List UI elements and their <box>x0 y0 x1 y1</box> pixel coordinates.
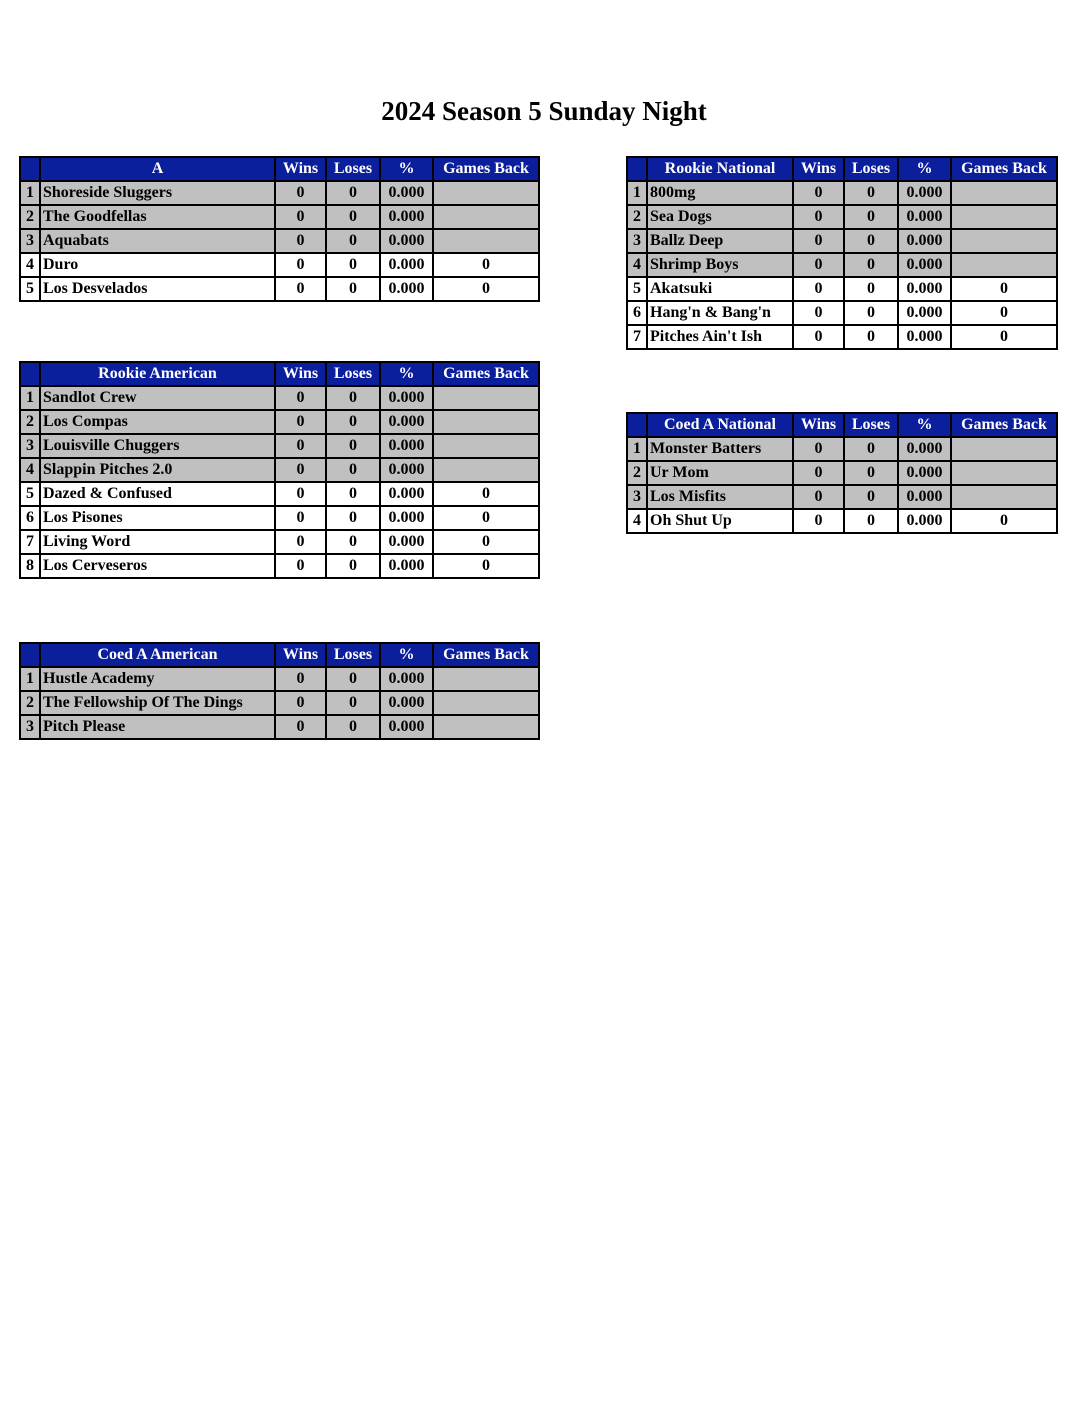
rank-cell: 5 <box>20 277 40 301</box>
wins-cell: 0 <box>793 509 844 533</box>
games-back-cell: 0 <box>433 506 539 530</box>
games-back-header: Games Back <box>433 643 539 667</box>
standings-table-coed-a-american <box>19 642 540 740</box>
wins-cell: 0 <box>275 506 326 530</box>
rank-cell: 1 <box>627 181 647 205</box>
division-header: Rookie National <box>647 157 793 181</box>
loses-cell: 0 <box>326 554 380 578</box>
wins-cell: 0 <box>275 386 326 410</box>
pct-cell: 0.000 <box>380 277 433 301</box>
wins-header: Wins <box>275 643 326 667</box>
rank-cell: 6 <box>627 301 647 325</box>
team-name: Hang'n & Bang'n <box>647 301 793 325</box>
wins-cell: 0 <box>275 691 326 715</box>
games-back-cell: 0 <box>951 325 1057 349</box>
pct-cell: 0.000 <box>898 205 951 229</box>
wins-cell: 0 <box>793 485 844 509</box>
loses-cell: 0 <box>844 301 898 325</box>
games-back-cell: 0 <box>433 277 539 301</box>
table-row <box>20 205 539 229</box>
games-back-cell: 0 <box>433 482 539 506</box>
team-name: Shoreside Sluggers <box>40 181 275 205</box>
team-name: Monster Batters <box>647 437 793 461</box>
games-back-cell: 0 <box>951 509 1057 533</box>
wins-cell: 0 <box>275 482 326 506</box>
games-back-cell <box>951 485 1057 509</box>
rank-cell: 3 <box>627 229 647 253</box>
team-name: Living Word <box>40 530 275 554</box>
division-header: Coed A National <box>647 413 793 437</box>
pct-cell: 0.000 <box>380 482 433 506</box>
loses-header: Loses <box>326 643 380 667</box>
rank-cell: 4 <box>627 253 647 277</box>
pct-cell: 0.000 <box>898 437 951 461</box>
table-row <box>627 229 1057 253</box>
table-row <box>20 506 539 530</box>
rank-cell: 7 <box>627 325 647 349</box>
loses-cell: 0 <box>844 181 898 205</box>
rank-header <box>20 643 40 667</box>
rank-cell: 3 <box>20 229 40 253</box>
rank-cell: 2 <box>627 461 647 485</box>
table-row <box>20 530 539 554</box>
wins-cell: 0 <box>793 301 844 325</box>
division-header: Rookie American <box>40 362 275 386</box>
pct-cell: 0.000 <box>380 715 433 739</box>
rank-header <box>627 413 647 437</box>
page-title: 2024 Season 5 Sunday Night <box>381 96 707 126</box>
loses-cell: 0 <box>326 253 380 277</box>
wins-cell: 0 <box>793 229 844 253</box>
games-back-cell <box>433 181 539 205</box>
team-name: Duro <box>40 253 275 277</box>
games-back-cell: 0 <box>951 301 1057 325</box>
loses-cell: 0 <box>844 205 898 229</box>
team-name: Los Misfits <box>647 485 793 509</box>
team-name: Aquabats <box>40 229 275 253</box>
pct-cell: 0.000 <box>898 277 951 301</box>
games-back-cell: 0 <box>951 277 1057 301</box>
table-row <box>20 482 539 506</box>
table-row <box>627 205 1057 229</box>
pct-cell: 0.000 <box>380 458 433 482</box>
wins-cell: 0 <box>793 205 844 229</box>
loses-cell: 0 <box>326 229 380 253</box>
table-row <box>20 715 539 739</box>
table-header-row <box>20 643 539 667</box>
games-back-cell: 0 <box>433 253 539 277</box>
wins-cell: 0 <box>275 410 326 434</box>
games-back-header: Games Back <box>951 413 1057 437</box>
pct-cell: 0.000 <box>898 509 951 533</box>
pct-header: % <box>380 362 433 386</box>
team-name: Akatsuki <box>647 277 793 301</box>
pct-cell: 0.000 <box>898 325 951 349</box>
pct-cell: 0.000 <box>898 181 951 205</box>
wins-header: Wins <box>275 157 326 181</box>
team-name: Hustle Academy <box>40 667 275 691</box>
wins-cell: 0 <box>275 253 326 277</box>
pct-cell: 0.000 <box>380 554 433 578</box>
rank-cell: 1 <box>627 437 647 461</box>
table-row <box>627 485 1057 509</box>
rank-cell: 7 <box>20 530 40 554</box>
team-name: Louisville Chuggers <box>40 434 275 458</box>
pct-cell: 0.000 <box>898 253 951 277</box>
pct-cell: 0.000 <box>380 205 433 229</box>
wins-cell: 0 <box>275 715 326 739</box>
wins-header: Wins <box>793 413 844 437</box>
rank-cell: 3 <box>627 485 647 509</box>
pct-cell: 0.000 <box>380 691 433 715</box>
wins-cell: 0 <box>275 229 326 253</box>
games-back-header: Games Back <box>951 157 1057 181</box>
team-name: The Goodfellas <box>40 205 275 229</box>
table-row <box>20 253 539 277</box>
games-back-cell <box>433 667 539 691</box>
loses-header: Loses <box>844 413 898 437</box>
table-row <box>627 509 1057 533</box>
wins-header: Wins <box>793 157 844 181</box>
games-back-cell: 0 <box>433 530 539 554</box>
rank-cell: 8 <box>20 554 40 578</box>
pct-cell: 0.000 <box>380 506 433 530</box>
rank-cell: 4 <box>20 458 40 482</box>
pct-cell: 0.000 <box>380 667 433 691</box>
table-row <box>20 667 539 691</box>
team-name: Ballz Deep <box>647 229 793 253</box>
team-name: Sea Dogs <box>647 205 793 229</box>
standings-table-rookie-national <box>626 156 1058 350</box>
games-back-cell <box>433 205 539 229</box>
table-header-row <box>627 413 1057 437</box>
loses-cell: 0 <box>326 181 380 205</box>
pct-cell: 0.000 <box>898 229 951 253</box>
wins-cell: 0 <box>793 277 844 301</box>
rank-cell: 5 <box>20 482 40 506</box>
team-name: Slappin Pitches 2.0 <box>40 458 275 482</box>
team-name: The Fellowship Of The Dings <box>40 691 275 715</box>
rank-cell: 3 <box>20 434 40 458</box>
loses-cell: 0 <box>326 386 380 410</box>
wins-cell: 0 <box>275 205 326 229</box>
team-name: Los Cerveseros <box>40 554 275 578</box>
team-name: Sandlot Crew <box>40 386 275 410</box>
standings-table-coed-a-national <box>626 412 1058 534</box>
wins-cell: 0 <box>793 181 844 205</box>
pct-cell: 0.000 <box>898 301 951 325</box>
team-name: Dazed & Confused <box>40 482 275 506</box>
loses-header: Loses <box>326 157 380 181</box>
games-back-cell <box>951 437 1057 461</box>
team-name: Los Pisones <box>40 506 275 530</box>
division-header: A <box>40 157 275 181</box>
table-header-row <box>20 157 539 181</box>
rank-cell: 1 <box>20 386 40 410</box>
rank-cell: 2 <box>20 691 40 715</box>
loses-cell: 0 <box>326 691 380 715</box>
table-row <box>20 181 539 205</box>
loses-cell: 0 <box>326 277 380 301</box>
wins-cell: 0 <box>275 554 326 578</box>
team-name: Pitches Ain't Ish <box>647 325 793 349</box>
loses-cell: 0 <box>326 667 380 691</box>
rank-cell: 3 <box>20 715 40 739</box>
rank-header <box>20 362 40 386</box>
pct-header: % <box>380 157 433 181</box>
loses-cell: 0 <box>844 485 898 509</box>
games-back-header: Games Back <box>433 362 539 386</box>
pct-cell: 0.000 <box>380 530 433 554</box>
pct-cell: 0.000 <box>380 181 433 205</box>
team-name: Pitch Please <box>40 715 275 739</box>
pct-cell: 0.000 <box>380 386 433 410</box>
table-header-row <box>20 362 539 386</box>
table-row <box>20 410 539 434</box>
pct-header: % <box>898 157 951 181</box>
games-back-cell <box>951 181 1057 205</box>
pct-cell: 0.000 <box>380 410 433 434</box>
rank-header <box>627 157 647 181</box>
table-row <box>627 437 1057 461</box>
loses-header: Loses <box>326 362 380 386</box>
loses-cell: 0 <box>326 530 380 554</box>
loses-cell: 0 <box>326 205 380 229</box>
table-row <box>20 691 539 715</box>
table-row <box>20 386 539 410</box>
table-row <box>627 277 1057 301</box>
games-back-cell: 0 <box>433 554 539 578</box>
loses-cell: 0 <box>326 482 380 506</box>
wins-cell: 0 <box>275 181 326 205</box>
rank-cell: 2 <box>627 205 647 229</box>
rank-header <box>20 157 40 181</box>
table-row <box>627 301 1057 325</box>
rank-cell: 2 <box>20 205 40 229</box>
games-back-cell <box>951 205 1057 229</box>
loses-cell: 0 <box>844 325 898 349</box>
loses-cell: 0 <box>326 458 380 482</box>
games-back-cell <box>433 410 539 434</box>
table-row <box>20 229 539 253</box>
games-back-cell <box>433 229 539 253</box>
table-row <box>627 253 1057 277</box>
pct-cell: 0.000 <box>380 229 433 253</box>
team-name: Ur Mom <box>647 461 793 485</box>
wins-cell: 0 <box>793 325 844 349</box>
games-back-cell <box>433 715 539 739</box>
wins-cell: 0 <box>275 667 326 691</box>
team-name: Los Desvelados <box>40 277 275 301</box>
rank-cell: 4 <box>20 253 40 277</box>
wins-cell: 0 <box>275 277 326 301</box>
pct-cell: 0.000 <box>898 461 951 485</box>
games-back-cell <box>951 229 1057 253</box>
games-back-cell <box>951 253 1057 277</box>
pct-cell: 0.000 <box>898 485 951 509</box>
wins-cell: 0 <box>793 253 844 277</box>
rank-cell: 1 <box>20 667 40 691</box>
games-back-header: Games Back <box>433 157 539 181</box>
loses-cell: 0 <box>844 509 898 533</box>
pct-header: % <box>898 413 951 437</box>
team-name: 800mg <box>647 181 793 205</box>
loses-header: Loses <box>844 157 898 181</box>
standings-table-rookie-american <box>19 361 540 579</box>
games-back-cell <box>433 691 539 715</box>
wins-cell: 0 <box>793 461 844 485</box>
table-row <box>627 461 1057 485</box>
loses-cell: 0 <box>844 229 898 253</box>
wins-cell: 0 <box>275 434 326 458</box>
team-name: Oh Shut Up <box>647 509 793 533</box>
table-row <box>20 277 539 301</box>
table-header-row <box>627 157 1057 181</box>
rank-cell: 5 <box>627 277 647 301</box>
games-back-cell <box>433 434 539 458</box>
loses-cell: 0 <box>326 434 380 458</box>
team-name: Shrimp Boys <box>647 253 793 277</box>
rank-cell: 4 <box>627 509 647 533</box>
rank-cell: 6 <box>20 506 40 530</box>
pct-header: % <box>380 643 433 667</box>
standings-table-a <box>19 156 540 302</box>
table-row <box>627 325 1057 349</box>
games-back-cell <box>951 461 1057 485</box>
loses-cell: 0 <box>844 437 898 461</box>
division-header: Coed A American <box>40 643 275 667</box>
games-back-cell <box>433 386 539 410</box>
games-back-cell <box>433 458 539 482</box>
loses-cell: 0 <box>844 277 898 301</box>
table-row <box>627 181 1057 205</box>
wins-cell: 0 <box>275 530 326 554</box>
loses-cell: 0 <box>326 410 380 434</box>
loses-cell: 0 <box>844 461 898 485</box>
pct-cell: 0.000 <box>380 434 433 458</box>
rank-cell: 2 <box>20 410 40 434</box>
table-row <box>20 554 539 578</box>
rank-cell: 1 <box>20 181 40 205</box>
wins-cell: 0 <box>793 437 844 461</box>
wins-cell: 0 <box>275 458 326 482</box>
table-row <box>20 458 539 482</box>
pct-cell: 0.000 <box>380 253 433 277</box>
loses-cell: 0 <box>326 506 380 530</box>
table-row <box>20 434 539 458</box>
loses-cell: 0 <box>326 715 380 739</box>
loses-cell: 0 <box>844 253 898 277</box>
wins-header: Wins <box>275 362 326 386</box>
team-name: Los Compas <box>40 410 275 434</box>
